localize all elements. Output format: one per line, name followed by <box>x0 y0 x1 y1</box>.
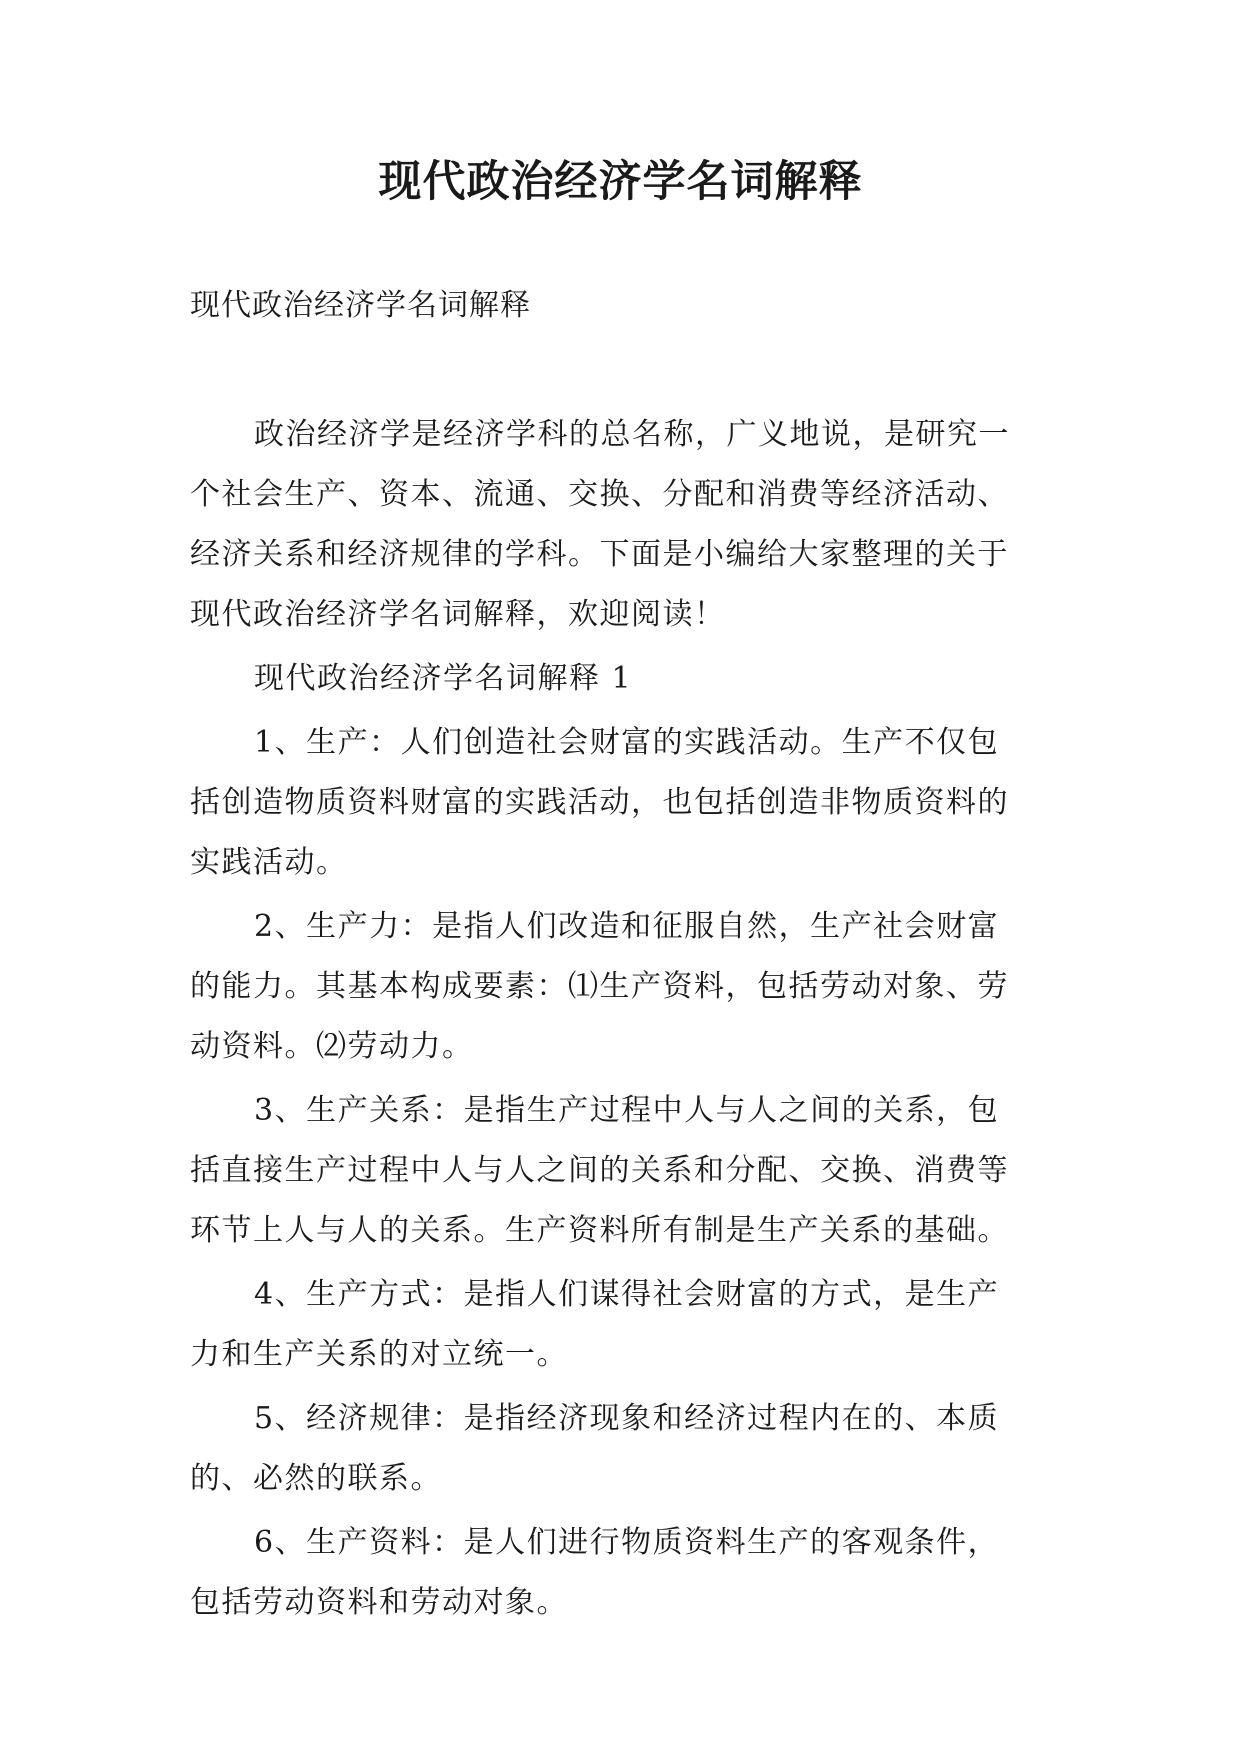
section-heading <box>190 649 1050 709</box>
paragraph-line: 环节上人与人的关系。生产资料所有制是生产关系的基础。 <box>190 1213 1009 1248</box>
paragraph-line: 5、经济规律：是指经济现象和经济过程内在的、本质 <box>254 1401 1000 1436</box>
term-definition-1 <box>190 713 1050 893</box>
paragraph-line: 3、生产关系：是指生产过程中人与人之间的关系，包 <box>254 1093 1000 1128</box>
page-title: 现代政治经济学名词解释 <box>378 157 863 207</box>
paragraph-line: 现代政治经济学名词解释，欢迎阅读！ <box>190 597 726 632</box>
term-definition-6 <box>190 1513 1050 1633</box>
document-body <box>190 405 1050 1637</box>
paragraph-intro <box>190 405 1050 645</box>
paragraph-line: 力和生产关系的对立统一。 <box>190 1337 568 1372</box>
paragraph-line: 2、生产力：是指人们改造和征服自然，生产社会财富 <box>254 909 1000 944</box>
document-subtitle: 现代政治经济学名词解释 <box>190 288 531 323</box>
paragraph-line: 个社会生产、资本、流通、交换、分配和消费等经济活动、 <box>190 477 1009 512</box>
paragraph-line: 政治经济学是经济学科的总名称，广义地说，是研究一 <box>254 417 1010 452</box>
paragraph-line: 1、生产：人们创造社会财富的实践活动。生产不仅包 <box>254 725 1000 760</box>
section-heading-text: 现代政治经济学名词解释 1 <box>254 661 633 696</box>
term-definition-3 <box>190 1081 1050 1261</box>
paragraph-line: 实践活动。 <box>190 845 348 880</box>
paragraph-line: 6、生产资料：是人们进行物质资料生产的客观条件， <box>254 1525 1000 1560</box>
paragraph-line: 动资料。⑵劳动力。 <box>190 1029 474 1064</box>
term-definition-4 <box>190 1265 1050 1385</box>
paragraph-line: 的能力。其基本构成要素：⑴生产资料，包括劳动对象、劳 <box>190 969 1009 1004</box>
term-definition-5 <box>190 1389 1050 1509</box>
paragraph-line: 的、必然的联系。 <box>190 1461 442 1496</box>
paragraph-line: 括创造物质资料财富的实践活动，也包括创造非物质资料的 <box>190 785 1009 820</box>
paragraph-line: 经济关系和经济规律的学科。下面是小编给大家整理的关于 <box>190 537 1009 572</box>
paragraph-line: 4、生产方式：是指人们谋得社会财富的方式，是生产 <box>254 1277 1000 1312</box>
paragraph-line: 括直接生产过程中人与人之间的关系和分配、交换、消费等 <box>190 1153 1009 1188</box>
term-definition-2 <box>190 897 1050 1077</box>
paragraph-line: 包括劳动资料和劳动对象。 <box>190 1585 568 1620</box>
